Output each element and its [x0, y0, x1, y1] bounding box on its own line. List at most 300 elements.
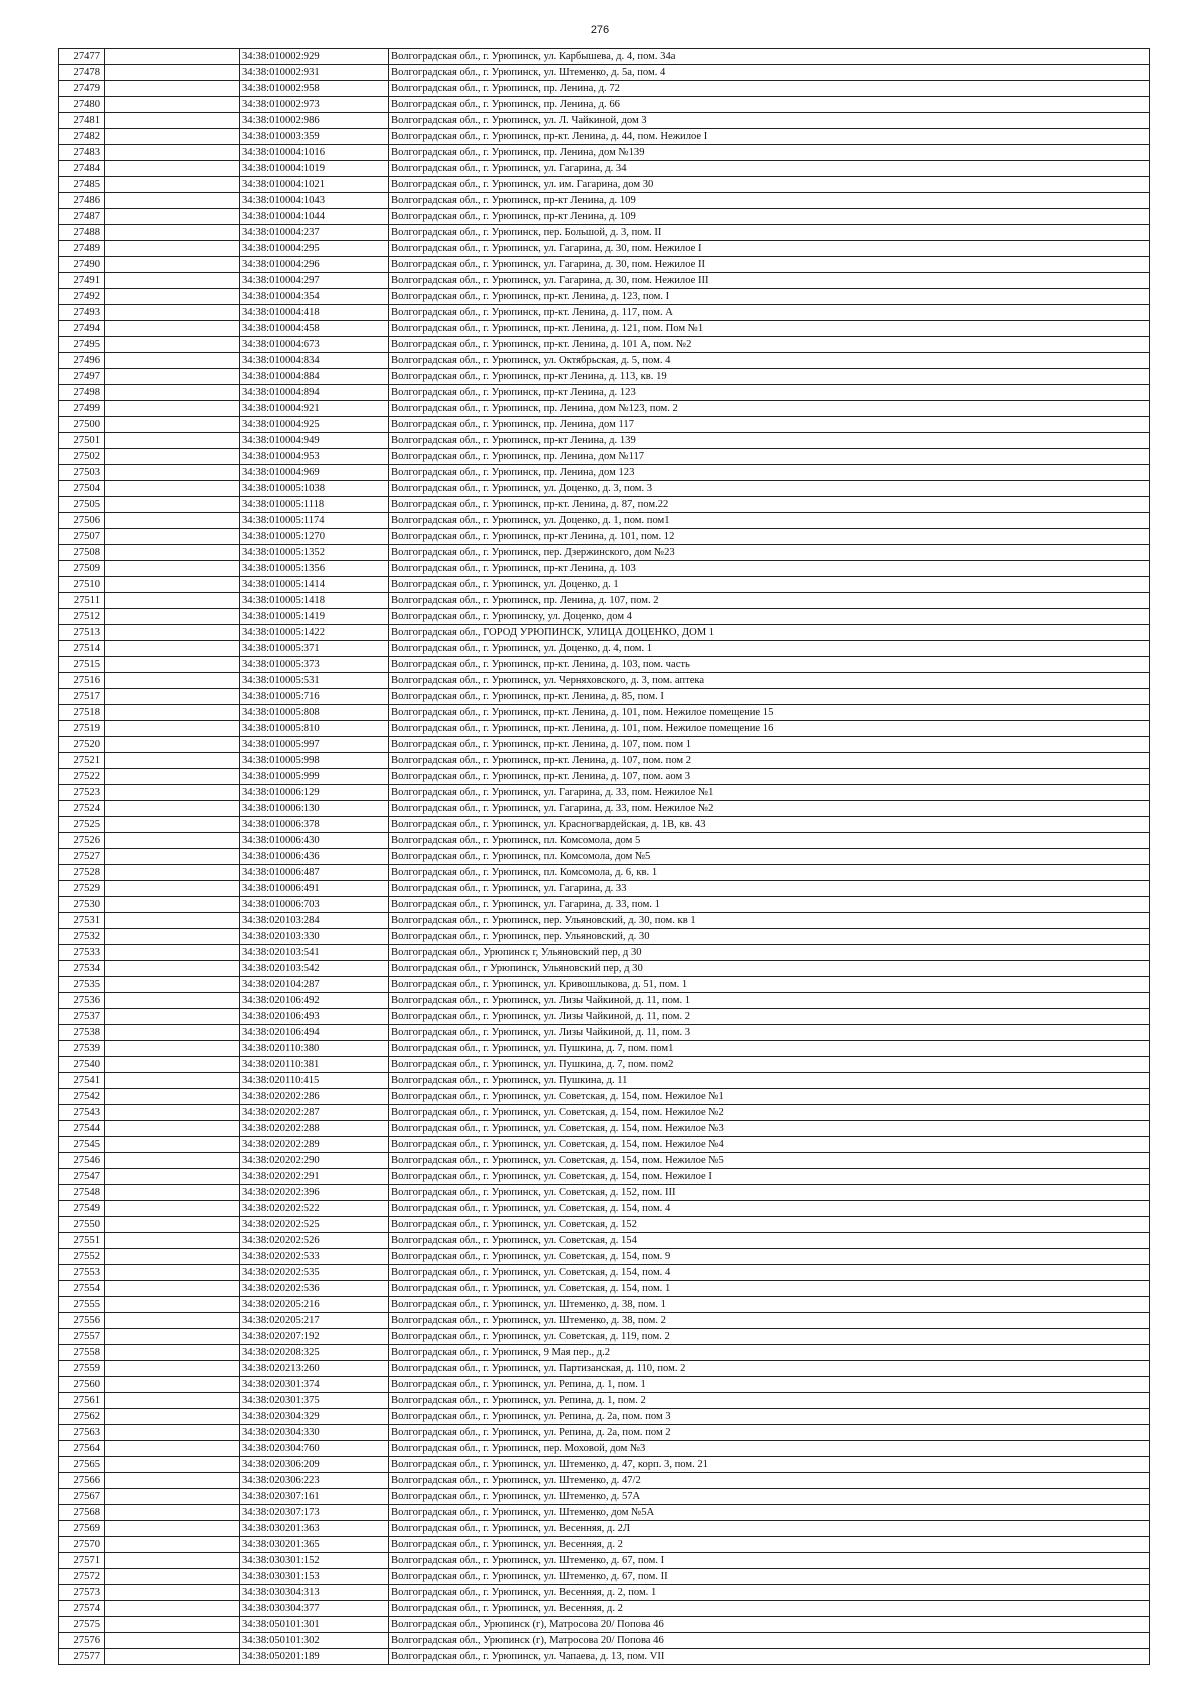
- empty-cell: [105, 1201, 240, 1217]
- table-row: [59, 657, 1150, 673]
- cadastral-number-cell: 34:38:010006:430: [240, 833, 389, 849]
- empty-cell: [105, 833, 240, 849]
- table-row: [59, 1137, 1150, 1153]
- empty-cell: [105, 801, 240, 817]
- table-row: [59, 545, 1150, 561]
- address-cell: Волгоградская обл., г. Урюпинск, пр-кт. Ленина, д. 103, пом. часть: [389, 657, 1150, 673]
- row-number-cell: 27517: [59, 689, 105, 705]
- empty-cell: [105, 1505, 240, 1521]
- cadastral-number-cell: 34:38:020304:329: [240, 1409, 389, 1425]
- cadastral-number-cell: 34:38:020110:381: [240, 1057, 389, 1073]
- cadastral-number-cell: 34:38:020110:415: [240, 1073, 389, 1089]
- cadastral-number-cell: 34:38:010005:1419: [240, 609, 389, 625]
- address-cell: Волгоградская обл., г. Урюпинск, ул. Советская, д. 119, пом. 2: [389, 1329, 1150, 1345]
- row-number-cell: 27498: [59, 385, 105, 401]
- empty-cell: [105, 961, 240, 977]
- cadastral-number-cell: 34:38:020207:192: [240, 1329, 389, 1345]
- empty-cell: [105, 481, 240, 497]
- row-number-cell: 27524: [59, 801, 105, 817]
- cadastral-number-cell: 34:38:020202:290: [240, 1153, 389, 1169]
- empty-cell: [105, 1345, 240, 1361]
- empty-cell: [105, 817, 240, 833]
- empty-cell: [105, 1521, 240, 1537]
- address-cell: Волгоградская обл., г. Урюпинск, ул. Штеменко, д. 38, пом. 2: [389, 1313, 1150, 1329]
- row-number-cell: 27547: [59, 1169, 105, 1185]
- row-number-cell: 27484: [59, 161, 105, 177]
- table-row: [59, 1217, 1150, 1233]
- row-number-cell: 27574: [59, 1601, 105, 1617]
- row-number-cell: 27568: [59, 1505, 105, 1521]
- table-row: [59, 1329, 1150, 1345]
- table-row: [59, 673, 1150, 689]
- address-cell: Волгоградская обл., г. Урюпинск, пр. Ленина, дом №117: [389, 449, 1150, 465]
- row-number-cell: 27493: [59, 305, 105, 321]
- table-row: [59, 497, 1150, 513]
- empty-cell: [105, 929, 240, 945]
- table-row: [59, 737, 1150, 753]
- empty-cell: [105, 673, 240, 689]
- table-row: [59, 1249, 1150, 1265]
- address-cell: Волгоградская обл., г. Урюпинск, пр. Ленина, д. 66: [389, 97, 1150, 113]
- table-row: [59, 1153, 1150, 1169]
- address-cell: Волгоградская обл., г. Урюпинск, ул. Весенняя, д. 2Л: [389, 1521, 1150, 1537]
- address-cell: Волгоградская обл., Урюпинск (г), Матросова 20/ Попова 46: [389, 1633, 1150, 1649]
- table-row: [59, 1281, 1150, 1297]
- register-table-body: [59, 49, 1150, 1665]
- cadastral-number-cell: 34:38:010005:1356: [240, 561, 389, 577]
- address-cell: Волгоградская обл., г. Урюпинск, ул. Репина, д. 2а, пом. пом 2: [389, 1425, 1150, 1441]
- row-number-cell: 27481: [59, 113, 105, 129]
- row-number-cell: 27545: [59, 1137, 105, 1153]
- row-number-cell: 27504: [59, 481, 105, 497]
- empty-cell: [105, 401, 240, 417]
- address-cell: Волгоградская обл., г. Урюпинск, пр-кт Ленина, д. 101, пом. 12: [389, 529, 1150, 545]
- row-number-cell: 27516: [59, 673, 105, 689]
- cadastral-number-cell: 34:38:010004:1021: [240, 177, 389, 193]
- empty-cell: [105, 321, 240, 337]
- row-number-cell: 27492: [59, 289, 105, 305]
- row-number-cell: 27558: [59, 1345, 105, 1361]
- address-cell: Волгоградская обл., г. Урюпинск, пр-кт. Ленина, д. 101 А, пом. №2: [389, 337, 1150, 353]
- cadastral-number-cell: 34:38:010004:297: [240, 273, 389, 289]
- address-cell: Волгоградская обл., г. Урюпинск, ул. Лизы Чайкиной, д. 11, пом. 2: [389, 1009, 1150, 1025]
- cadastral-number-cell: 34:38:010006:436: [240, 849, 389, 865]
- empty-cell: [105, 97, 240, 113]
- address-cell: Волгоградская обл., г. Урюпинск, пр-кт Ленина, д. 109: [389, 193, 1150, 209]
- address-cell: Волгоградская обл., г. Урюпинск, пр. Ленина, дом №139: [389, 145, 1150, 161]
- address-cell: Волгоградская обл., г. Урюпинск, ул. Гагарина, д. 30, пом. Нежилое III: [389, 273, 1150, 289]
- empty-cell: [105, 1041, 240, 1057]
- row-number-cell: 27485: [59, 177, 105, 193]
- cadastral-number-cell: 34:38:010002:986: [240, 113, 389, 129]
- empty-cell: [105, 273, 240, 289]
- table-row: [59, 1297, 1150, 1313]
- table-row: [59, 1009, 1150, 1025]
- empty-cell: [105, 465, 240, 481]
- empty-cell: [105, 1233, 240, 1249]
- empty-cell: [105, 1585, 240, 1601]
- address-cell: Волгоградская обл., г. Урюпинск, пр. Ленина, дом 123: [389, 465, 1150, 481]
- table-row: [59, 1089, 1150, 1105]
- empty-cell: [105, 881, 240, 897]
- empty-cell: [105, 1537, 240, 1553]
- address-cell: Волгоградская обл., г. Урюпинск, ул. Репина, д. 2а, пом. пом 3: [389, 1409, 1150, 1425]
- property-register-table: [58, 48, 1150, 1665]
- row-number-cell: 27565: [59, 1457, 105, 1473]
- table-row: [59, 641, 1150, 657]
- empty-cell: [105, 1137, 240, 1153]
- empty-cell: [105, 1569, 240, 1585]
- table-row: [59, 945, 1150, 961]
- row-number-cell: 27556: [59, 1313, 105, 1329]
- address-cell: Волгоградская обл., г. Урюпинск, пер. Большой, д. 3, пом. II: [389, 225, 1150, 241]
- table-row: [59, 1041, 1150, 1057]
- row-number-cell: 27519: [59, 721, 105, 737]
- row-number-cell: 27512: [59, 609, 105, 625]
- cadastral-number-cell: 34:38:030301:152: [240, 1553, 389, 1569]
- row-number-cell: 27577: [59, 1649, 105, 1665]
- empty-cell: [105, 65, 240, 81]
- row-number-cell: 27563: [59, 1425, 105, 1441]
- address-cell: Волгоградская обл., г. Урюпинск, ул. Лизы Чайкиной, д. 11, пом. 3: [389, 1025, 1150, 1041]
- table-row: [59, 1361, 1150, 1377]
- address-cell: Волгоградская обл., г. Урюпинск, ул. Советская, д. 154, пом. Нежилое №4: [389, 1137, 1150, 1153]
- address-cell: Волгоградская обл., г. Урюпинск, ул. Доценко, д. 3, пом. 3: [389, 481, 1150, 497]
- empty-cell: [105, 1473, 240, 1489]
- cadastral-number-cell: 34:38:020301:374: [240, 1377, 389, 1393]
- empty-cell: [105, 689, 240, 705]
- empty-cell: [105, 785, 240, 801]
- row-number-cell: 27576: [59, 1633, 105, 1649]
- table-row: [59, 513, 1150, 529]
- cadastral-number-cell: 34:38:020202:533: [240, 1249, 389, 1265]
- cadastral-number-cell: 34:38:010002:929: [240, 49, 389, 65]
- table-row: [59, 1025, 1150, 1041]
- cadastral-number-cell: 34:38:010004:925: [240, 417, 389, 433]
- table-row: [59, 1617, 1150, 1633]
- row-number-cell: 27507: [59, 529, 105, 545]
- row-number-cell: 27539: [59, 1041, 105, 1057]
- empty-cell: [105, 513, 240, 529]
- row-number-cell: 27570: [59, 1537, 105, 1553]
- table-row: [59, 337, 1150, 353]
- cadastral-number-cell: 34:38:010005:1352: [240, 545, 389, 561]
- table-row: [59, 1553, 1150, 1569]
- cadastral-number-cell: 34:38:010002:973: [240, 97, 389, 113]
- table-row: [59, 993, 1150, 1009]
- empty-cell: [105, 1377, 240, 1393]
- empty-cell: [105, 593, 240, 609]
- empty-cell: [105, 353, 240, 369]
- cadastral-number-cell: 34:38:050101:302: [240, 1633, 389, 1649]
- table-row: [59, 865, 1150, 881]
- row-number-cell: 27557: [59, 1329, 105, 1345]
- cadastral-number-cell: 34:38:020103:284: [240, 913, 389, 929]
- row-number-cell: 27543: [59, 1105, 105, 1121]
- cadastral-number-cell: 34:38:010005:997: [240, 737, 389, 753]
- table-row: [59, 785, 1150, 801]
- address-cell: Волгоградская обл., г. Урюпинск, ул. Гагарина, д. 30, пом. Нежилое II: [389, 257, 1150, 273]
- address-cell: Волгоградская обл., г. Урюпинск, ул. Лизы Чайкиной, д. 11, пом. 1: [389, 993, 1150, 1009]
- address-cell: Волгоградская обл., г. Урюпинск, пр-кт Ленина, д. 109: [389, 209, 1150, 225]
- empty-cell: [105, 1409, 240, 1425]
- address-cell: Волгоградская обл., г. Урюпинск, пр-кт. Ленина, д. 101, пом. Нежилое помещение 15: [389, 705, 1150, 721]
- empty-cell: [105, 1073, 240, 1089]
- table-row: [59, 433, 1150, 449]
- table-row: [59, 1457, 1150, 1473]
- empty-cell: [105, 145, 240, 161]
- cadastral-number-cell: 34:38:010006:703: [240, 897, 389, 913]
- cadastral-number-cell: 34:38:020202:526: [240, 1233, 389, 1249]
- empty-cell: [105, 1121, 240, 1137]
- empty-cell: [105, 1313, 240, 1329]
- row-number-cell: 27559: [59, 1361, 105, 1377]
- row-number-cell: 27535: [59, 977, 105, 993]
- cadastral-number-cell: 34:38:020301:375: [240, 1393, 389, 1409]
- table-row: [59, 225, 1150, 241]
- address-cell: Волгоградская обл., г. Урюпинск, ул. Советская, д. 154, пом. Нежилое №5: [389, 1153, 1150, 1169]
- row-number-cell: 27537: [59, 1009, 105, 1025]
- empty-cell: [105, 433, 240, 449]
- address-cell: Волгоградская обл., г. Урюпинск, пр-кт. Ленина, д. 85, пом. I: [389, 689, 1150, 705]
- cadastral-number-cell: 34:38:010004:295: [240, 241, 389, 257]
- address-cell: Волгоградская обл., г. Урюпинск, пр. Ленина, дом 117: [389, 417, 1150, 433]
- cadastral-number-cell: 34:38:020103:330: [240, 929, 389, 945]
- empty-cell: [105, 897, 240, 913]
- row-number-cell: 27552: [59, 1249, 105, 1265]
- cadastral-number-cell: 34:38:010006:129: [240, 785, 389, 801]
- cadastral-number-cell: 34:38:010004:1019: [240, 161, 389, 177]
- address-cell: Волгоградская обл., г. Урюпинск, ул. Штеменко, д. 67, пом. I: [389, 1553, 1150, 1569]
- cadastral-number-cell: 34:38:010004:1043: [240, 193, 389, 209]
- empty-cell: [105, 1553, 240, 1569]
- address-cell: Волгоградская обл., г. Урюпинск, ул. Советская, д. 154, пом. Нежилое №2: [389, 1105, 1150, 1121]
- cadastral-number-cell: 34:38:020202:286: [240, 1089, 389, 1105]
- empty-cell: [105, 225, 240, 241]
- address-cell: Волгоградская обл., г. Урюпинск, ул. Гагарина, д. 33, пом. Нежилое №2: [389, 801, 1150, 817]
- table-row: [59, 1057, 1150, 1073]
- row-number-cell: 27518: [59, 705, 105, 721]
- cadastral-number-cell: 34:38:010004:354: [240, 289, 389, 305]
- address-cell: Волгоградская обл., г. Урюпинск, ул. Весенняя, д. 2, пом. 1: [389, 1585, 1150, 1601]
- cadastral-number-cell: 34:38:010006:487: [240, 865, 389, 881]
- cadastral-number-cell: 34:38:020202:536: [240, 1281, 389, 1297]
- empty-cell: [105, 561, 240, 577]
- cadastral-number-cell: 34:38:010005:1038: [240, 481, 389, 497]
- address-cell: Волгоградская обл., г. Урюпинск, ул. Советская, д. 154, пом. Нежилое №1: [389, 1089, 1150, 1105]
- table-row: [59, 369, 1150, 385]
- cadastral-number-cell: 34:38:020202:535: [240, 1265, 389, 1281]
- address-cell: Волгоградская обл., г. Урюпинск, ул. Репина, д. 1, пом. 1: [389, 1377, 1150, 1393]
- empty-cell: [105, 337, 240, 353]
- table-row: [59, 1521, 1150, 1537]
- address-cell: Волгоградская обл., г. Урюпинск, пр. Ленина, дом №123, пом. 2: [389, 401, 1150, 417]
- cadastral-number-cell: 34:38:030304:313: [240, 1585, 389, 1601]
- row-number-cell: 27513: [59, 625, 105, 641]
- address-cell: Волгоградская обл., г. Урюпинск, ул. Штеменко, д. 47/2: [389, 1473, 1150, 1489]
- cadastral-number-cell: 34:38:050101:301: [240, 1617, 389, 1633]
- address-cell: Волгоградская обл., г. Урюпинск, ул. Весенняя, д. 2: [389, 1601, 1150, 1617]
- table-row: [59, 449, 1150, 465]
- address-cell: Волгоградская обл., г. Урюпинск, пр-кт Ленина, д. 123: [389, 385, 1150, 401]
- row-number-cell: 27540: [59, 1057, 105, 1073]
- address-cell: Волгоградская обл., г. Урюпинск, пр-кт. Ленина, д. 107, пом. аом 3: [389, 769, 1150, 785]
- row-number-cell: 27561: [59, 1393, 105, 1409]
- row-number-cell: 27529: [59, 881, 105, 897]
- table-row: [59, 177, 1150, 193]
- address-cell: Волгоградская обл., г. Урюпинск, ул. Советская, д. 154, пом. Нежилое №3: [389, 1121, 1150, 1137]
- cadastral-number-cell: 34:38:010005:531: [240, 673, 389, 689]
- empty-cell: [105, 305, 240, 321]
- row-number-cell: 27528: [59, 865, 105, 881]
- empty-cell: [105, 1281, 240, 1297]
- cadastral-number-cell: 34:38:020202:396: [240, 1185, 389, 1201]
- row-number-cell: 27564: [59, 1441, 105, 1457]
- address-cell: Волгоградская обл., г. Урюпинск, пер. Моховой, дом №3: [389, 1441, 1150, 1457]
- address-cell: Волгоградская обл., г. Урюпинск, ул. Красногвардейская, д. 1В, кв. 43: [389, 817, 1150, 833]
- cadastral-number-cell: 34:38:010005:1270: [240, 529, 389, 545]
- address-cell: Волгоградская обл., г. Урюпинск, пр-кт. Ленина, д. 44, пом. Нежилое I: [389, 129, 1150, 145]
- row-number-cell: 27569: [59, 1521, 105, 1537]
- address-cell: Волгоградская обл., г. Урюпинск, ул. Штеменко, д. 67, пом. II: [389, 1569, 1150, 1585]
- empty-cell: [105, 945, 240, 961]
- row-number-cell: 27538: [59, 1025, 105, 1041]
- address-cell: Волгоградская обл., г. Урюпинск, 9 Мая пер., д.2: [389, 1345, 1150, 1361]
- empty-cell: [105, 1425, 240, 1441]
- empty-cell: [105, 113, 240, 129]
- cadastral-number-cell: 34:38:010004:921: [240, 401, 389, 417]
- table-row: [59, 289, 1150, 305]
- address-cell: Волгоградская обл., г. Урюпинск, ул. Гагарина, д. 34: [389, 161, 1150, 177]
- address-cell: Волгоградская обл., г. Урюпинск, ул. Штеменко, дом №5А: [389, 1505, 1150, 1521]
- table-row: [59, 1505, 1150, 1521]
- empty-cell: [105, 1361, 240, 1377]
- row-number-cell: 27554: [59, 1281, 105, 1297]
- empty-cell: [105, 449, 240, 465]
- table-row: [59, 465, 1150, 481]
- row-number-cell: 27533: [59, 945, 105, 961]
- row-number-cell: 27511: [59, 593, 105, 609]
- address-cell: Волгоградская обл., г. Урюпинск, ул. Советская, д. 154, пом. 4: [389, 1201, 1150, 1217]
- cadastral-number-cell: 34:38:010004:296: [240, 257, 389, 273]
- row-number-cell: 27514: [59, 641, 105, 657]
- address-cell: Волгоградская обл., г. Урюпинск, пр-кт. Ленина, д. 107, пом. пом 1: [389, 737, 1150, 753]
- address-cell: Волгоградская обл., г. Урюпинск, ул. Гагарина, д. 33, пом. Нежилое №1: [389, 785, 1150, 801]
- cadastral-number-cell: 34:38:020208:325: [240, 1345, 389, 1361]
- empty-cell: [105, 737, 240, 753]
- row-number-cell: 27499: [59, 401, 105, 417]
- address-cell: Волгоградская обл., г. Урюпинск, ул. Весенняя, д. 2: [389, 1537, 1150, 1553]
- empty-cell: [105, 545, 240, 561]
- cadastral-number-cell: 34:38:020205:216: [240, 1297, 389, 1313]
- row-number-cell: 27503: [59, 465, 105, 481]
- empty-cell: [105, 721, 240, 737]
- table-row: [59, 1377, 1150, 1393]
- address-cell: Волгоградская обл., Урюпинск (г), Матросова 20/ Попова 46: [389, 1617, 1150, 1633]
- table-row: [59, 49, 1150, 65]
- empty-cell: [105, 641, 240, 657]
- cadastral-number-cell: 34:38:010005:1414: [240, 577, 389, 593]
- cadastral-number-cell: 34:38:010002:931: [240, 65, 389, 81]
- cadastral-number-cell: 34:38:020213:260: [240, 1361, 389, 1377]
- empty-cell: [105, 129, 240, 145]
- address-cell: Волгоградская обл., г. Урюпинск, пл. Комсомола, д. 6, кв. 1: [389, 865, 1150, 881]
- row-number-cell: 27530: [59, 897, 105, 913]
- empty-cell: [105, 865, 240, 881]
- cadastral-number-cell: 34:38:020304:760: [240, 1441, 389, 1457]
- row-number-cell: 27534: [59, 961, 105, 977]
- row-number-cell: 27536: [59, 993, 105, 1009]
- table-row: [59, 257, 1150, 273]
- table-row: [59, 1201, 1150, 1217]
- row-number-cell: 27520: [59, 737, 105, 753]
- table-row: [59, 881, 1150, 897]
- cadastral-number-cell: 34:38:020202:288: [240, 1121, 389, 1137]
- row-number-cell: 27522: [59, 769, 105, 785]
- table-row: [59, 97, 1150, 113]
- address-cell: Волгоградская обл., г Урюпинск, Ульяновский пер, д 30: [389, 961, 1150, 977]
- empty-cell: [105, 1089, 240, 1105]
- empty-cell: [105, 1633, 240, 1649]
- row-number-cell: 27515: [59, 657, 105, 673]
- address-cell: Волгоградская обл., ГОРОД УРЮПИНСК, УЛИЦА ДОЦЕНКО, ДОМ 1: [389, 625, 1150, 641]
- cadastral-number-cell: 34:38:020103:542: [240, 961, 389, 977]
- cadastral-number-cell: 34:38:020106:493: [240, 1009, 389, 1025]
- cadastral-number-cell: 34:38:010006:491: [240, 881, 389, 897]
- address-cell: Волгоградская обл., г. Урюпинску, ул. Доценко, дом 4: [389, 609, 1150, 625]
- row-number-cell: 27541: [59, 1073, 105, 1089]
- table-row: [59, 897, 1150, 913]
- address-cell: Волгоградская обл., г. Урюпинск, ул. Пушкина, д. 7, пом. пом1: [389, 1041, 1150, 1057]
- address-cell: Волгоградская обл., г. Урюпинск, ул. Гагарина, д. 33: [389, 881, 1150, 897]
- empty-cell: [105, 705, 240, 721]
- empty-cell: [105, 1105, 240, 1121]
- row-number-cell: 27525: [59, 817, 105, 833]
- address-cell: Волгоградская обл., г. Урюпинск, ул. Партизанская, д. 110, пом. 2: [389, 1361, 1150, 1377]
- row-number-cell: 27489: [59, 241, 105, 257]
- empty-cell: [105, 1185, 240, 1201]
- empty-cell: [105, 1249, 240, 1265]
- cadastral-number-cell: 34:38:010005:999: [240, 769, 389, 785]
- address-cell: Волгоградская обл., г. Урюпинск, ул. Советская, д. 154, пом. Нежилое I: [389, 1169, 1150, 1185]
- empty-cell: [105, 417, 240, 433]
- address-cell: Волгоградская обл., г. Урюпинск, пл. Комсомола, дом 5: [389, 833, 1150, 849]
- table-row: [59, 353, 1150, 369]
- row-number-cell: 27573: [59, 1585, 105, 1601]
- table-row: [59, 769, 1150, 785]
- table-row: [59, 529, 1150, 545]
- cadastral-number-cell: 34:38:020205:217: [240, 1313, 389, 1329]
- row-number-cell: 27497: [59, 369, 105, 385]
- address-cell: Волгоградская обл., г. Урюпинск, ул. Гагарина, д. 30, пом. Нежилое I: [389, 241, 1150, 257]
- cadastral-number-cell: 34:38:020103:541: [240, 945, 389, 961]
- empty-cell: [105, 609, 240, 625]
- cadastral-number-cell: 34:38:010004:969: [240, 465, 389, 481]
- table-row: [59, 961, 1150, 977]
- cadastral-number-cell: 34:38:020202:522: [240, 1201, 389, 1217]
- empty-cell: [105, 49, 240, 65]
- cadastral-number-cell: 34:38:010002:958: [240, 81, 389, 97]
- address-cell: Волгоградская обл., г. Урюпинск, пр-кт. Ленина, д. 101, пом. Нежилое помещение 16: [389, 721, 1150, 737]
- row-number-cell: 27495: [59, 337, 105, 353]
- address-cell: Волгоградская обл., г. Урюпинск, ул. Советская, д. 154: [389, 1233, 1150, 1249]
- table-row: [59, 817, 1150, 833]
- address-cell: Волгоградская обл., г. Урюпинск, ул. Советская, д. 152, пом. III: [389, 1185, 1150, 1201]
- cadastral-number-cell: 34:38:010006:378: [240, 817, 389, 833]
- empty-cell: [105, 1009, 240, 1025]
- empty-cell: [105, 1601, 240, 1617]
- address-cell: Волгоградская обл., г. Урюпинск, пр. Ленина, д. 72: [389, 81, 1150, 97]
